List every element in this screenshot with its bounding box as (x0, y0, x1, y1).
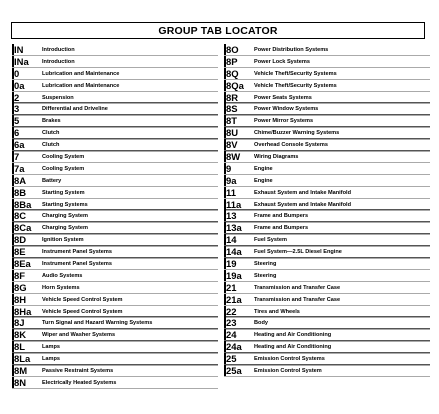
group-tab-row[interactable] (224, 282, 430, 294)
group-label: Emission Control System (254, 368, 322, 375)
group-code: 8A (14, 175, 27, 186)
group-tab-row[interactable] (12, 127, 218, 139)
group-label: Vehicle Speed Control System (42, 296, 123, 303)
group-tab-row[interactable] (224, 115, 430, 127)
group-tab-row[interactable] (12, 187, 218, 199)
group-code: 8Q (226, 68, 239, 79)
group-tab-row[interactable] (224, 306, 430, 318)
group-label: Heating and Air Conditioning (254, 344, 332, 351)
group-tab-row[interactable] (224, 329, 430, 341)
group-tab-row[interactable] (224, 234, 430, 246)
group-label: Engine (254, 177, 273, 184)
group-label: Tires and Wheels (254, 308, 300, 315)
group-label: Starting Systems (42, 201, 88, 208)
group-label: Exhaust System and Intake Manifold (254, 189, 351, 196)
group-tab-row[interactable] (224, 103, 430, 115)
group-label: Vehicle Theft/Security Systems (254, 70, 337, 77)
group-label: Clutch (42, 142, 60, 149)
group-code: 25 (226, 354, 237, 365)
group-label: Steering (254, 272, 277, 279)
group-label: Lamps (42, 356, 61, 363)
group-tab-row[interactable] (12, 44, 218, 56)
group-tab-row[interactable] (12, 329, 218, 341)
group-label: Power Lock Systems (254, 58, 310, 65)
group-code: 24 (226, 330, 237, 341)
group-tab-row[interactable] (224, 341, 430, 353)
group-label: Lubrication and Maintenance (42, 70, 120, 77)
group-label: Overhead Console Systems (254, 142, 328, 149)
group-code: 8S (226, 104, 238, 115)
group-label: Audio Systems (42, 272, 83, 279)
group-label: Clutch (42, 130, 60, 137)
group-tab-row[interactable] (12, 92, 218, 104)
group-label: Fuel System (254, 237, 287, 244)
page-title: GROUP TAB LOCATOR (158, 25, 278, 37)
group-tab-row[interactable] (224, 317, 430, 329)
group-label: Cooling System (42, 165, 85, 172)
group-label: Electrically Heated Systems (42, 379, 117, 386)
group-code: 8J (14, 318, 25, 329)
group-code: 8R (226, 92, 239, 103)
group-tab-row[interactable] (12, 353, 218, 365)
title-box (11, 22, 425, 39)
group-label: Passive Restraint Systems (42, 368, 114, 375)
group-label: Emission Control Systems (254, 356, 325, 363)
group-tab-row[interactable] (12, 341, 218, 353)
group-code: 11a (226, 199, 242, 210)
group-label: Horn Systems (42, 284, 80, 291)
right-column (224, 44, 430, 377)
group-code: 8D (14, 235, 27, 246)
group-tab-row[interactable] (12, 306, 218, 318)
group-code: 8E (14, 247, 26, 258)
group-code: 21a (226, 294, 242, 305)
group-tab-row[interactable] (224, 68, 430, 80)
group-label: Turn Signal and Hazard Warning Systems (42, 320, 153, 327)
group-tab-row[interactable] (224, 56, 430, 68)
group-tab-row[interactable] (12, 222, 218, 234)
group-code: 8B (14, 187, 27, 198)
group-tab-row[interactable] (224, 175, 430, 187)
group-label: Vehicle Speed Control System (42, 308, 123, 315)
group-code: 19 (226, 259, 237, 270)
group-label: Frame and Bumpers (254, 225, 309, 232)
group-code: 3 (14, 104, 20, 115)
group-code: 8Ca (14, 223, 32, 234)
group-tab-row[interactable] (224, 44, 430, 56)
group-code: 8K (14, 330, 27, 341)
group-label: Engine (254, 165, 273, 172)
group-code: 0a (14, 80, 25, 91)
group-label: Chime/Buzzer Warning Systems (254, 130, 340, 137)
group-code: 8P (226, 56, 238, 67)
group-code: 8Qa (226, 80, 244, 91)
group-tab-row[interactable] (224, 270, 430, 282)
group-code: 8V (226, 140, 238, 151)
group-tab-row[interactable] (12, 80, 218, 92)
group-label: Charging System (42, 225, 89, 232)
group-label: Heating and Air Conditioning (254, 332, 332, 339)
group-code: 11 (226, 187, 236, 198)
group-code: 19a (226, 270, 242, 281)
group-code: 8M (14, 366, 28, 377)
group-tab-row[interactable] (12, 234, 218, 246)
group-tab-row[interactable] (12, 317, 218, 329)
group-code: 6 (14, 128, 20, 139)
group-code: 14 (226, 235, 237, 246)
group-code: 22 (226, 306, 237, 317)
group-code: 5 (14, 116, 20, 127)
group-tab-row[interactable] (12, 163, 218, 175)
group-tab-row[interactable] (12, 199, 218, 211)
group-label: Power Mirror Systems (254, 118, 314, 125)
group-code: 24a (226, 342, 242, 353)
group-tab-row[interactable] (12, 151, 218, 163)
group-label: Introduction (42, 47, 75, 53)
group-tab-row[interactable] (224, 365, 430, 377)
group-tab-row[interactable] (224, 139, 430, 151)
group-code: 14a (226, 247, 242, 258)
group-code: 21 (226, 282, 237, 293)
group-tab-row[interactable] (12, 103, 218, 115)
group-label: Suspension (42, 94, 74, 101)
group-label: Power Window Systems (254, 106, 319, 113)
group-code: 8T (226, 116, 238, 127)
group-tab-row[interactable] (224, 151, 430, 163)
group-tab-row[interactable] (224, 92, 430, 104)
group-tab-row[interactable] (224, 80, 430, 92)
group-label: Wiring Diagrams (254, 154, 299, 161)
group-tab-row[interactable] (224, 187, 430, 199)
group-tab-row[interactable] (12, 175, 218, 187)
group-label: Power Seats Systems (254, 94, 312, 101)
group-code: 23 (226, 318, 237, 329)
group-code: 8U (226, 128, 239, 139)
group-code: 8G (14, 282, 27, 293)
left-column (12, 44, 218, 389)
group-code: 8Ba (14, 199, 32, 210)
group-label: Instrument Panel Systems (42, 249, 112, 256)
group-tab-row[interactable] (224, 246, 430, 258)
group-code: 7a (14, 163, 25, 174)
group-code: 9a (226, 175, 237, 186)
group-label: Steering (254, 261, 277, 268)
group-code: 8W (226, 152, 241, 163)
group-label: Body (254, 320, 268, 327)
group-code: 2 (14, 92, 20, 103)
group-tab-row[interactable] (12, 139, 218, 151)
group-code: 13a (226, 223, 242, 234)
group-label: Lubrication and Maintenance (42, 82, 120, 89)
group-label: Fuel System—2.5L Diesel Engine (254, 249, 342, 256)
group-label: Brakes (42, 118, 61, 125)
group-label: Introduction (42, 58, 75, 65)
group-code: 8C (14, 211, 27, 222)
group-code: 8Ha (14, 306, 32, 317)
group-tab-row[interactable] (12, 365, 218, 377)
group-tab-row[interactable] (224, 127, 430, 139)
group-code: 6a (14, 140, 25, 151)
group-tab-row[interactable] (224, 353, 430, 365)
group-code: 8H (14, 294, 27, 305)
group-code: 25a (226, 366, 242, 377)
group-label: Charging System (42, 213, 89, 220)
group-label: Power Distribution Systems (254, 47, 329, 53)
group-tab-row[interactable] (224, 210, 430, 222)
group-tab-row[interactable] (224, 163, 430, 175)
group-label: Transmission and Transfer Case (254, 284, 341, 291)
group-code: 8Ea (14, 259, 31, 270)
group-label: Frame and Bumpers (254, 213, 309, 220)
group-code: 7 (14, 152, 20, 163)
group-code: INa (14, 56, 29, 67)
group-label: Vehicle Theft/Security Systems (254, 82, 337, 89)
group-tab-row[interactable] (12, 258, 218, 270)
group-label: Battery (42, 177, 62, 184)
group-code: 8N (14, 377, 27, 388)
group-code: 8L (14, 342, 26, 353)
group-code: 8F (14, 270, 26, 281)
group-label: Ignition System (42, 237, 84, 244)
group-label: Exhaust System and Intake Manifold (254, 201, 351, 208)
group-code: 8La (14, 354, 31, 365)
group-tab-row[interactable] (12, 377, 218, 389)
group-tab-row[interactable] (12, 56, 218, 68)
group-label: Wiper and Washer Systems (42, 332, 116, 339)
group-tab-row[interactable] (12, 68, 218, 80)
group-tab-row[interactable] (224, 222, 430, 234)
group-tab-row[interactable] (224, 199, 430, 211)
group-code: 8O (226, 45, 239, 55)
group-tab-row[interactable] (12, 282, 218, 294)
group-code: 9 (226, 163, 232, 174)
group-code: 13 (226, 211, 237, 222)
group-label: Instrument Panel Systems (42, 261, 112, 268)
group-label: Lamps (42, 344, 61, 351)
group-tab-row[interactable] (12, 210, 218, 222)
group-label: Cooling System (42, 154, 85, 161)
group-label: Transmission and Transfer Case (254, 296, 341, 303)
group-tab-row[interactable] (12, 270, 218, 282)
group-tab-row[interactable] (224, 294, 430, 306)
group-tab-row[interactable] (224, 258, 430, 270)
group-code: IN (14, 45, 24, 55)
group-tab-row[interactable] (12, 115, 218, 127)
group-label: Differential and Driveline (42, 106, 108, 113)
group-tab-row[interactable] (12, 246, 218, 258)
group-tab-row[interactable] (12, 294, 218, 306)
group-label: Starting System (42, 189, 85, 196)
group-code: 0 (14, 68, 20, 79)
